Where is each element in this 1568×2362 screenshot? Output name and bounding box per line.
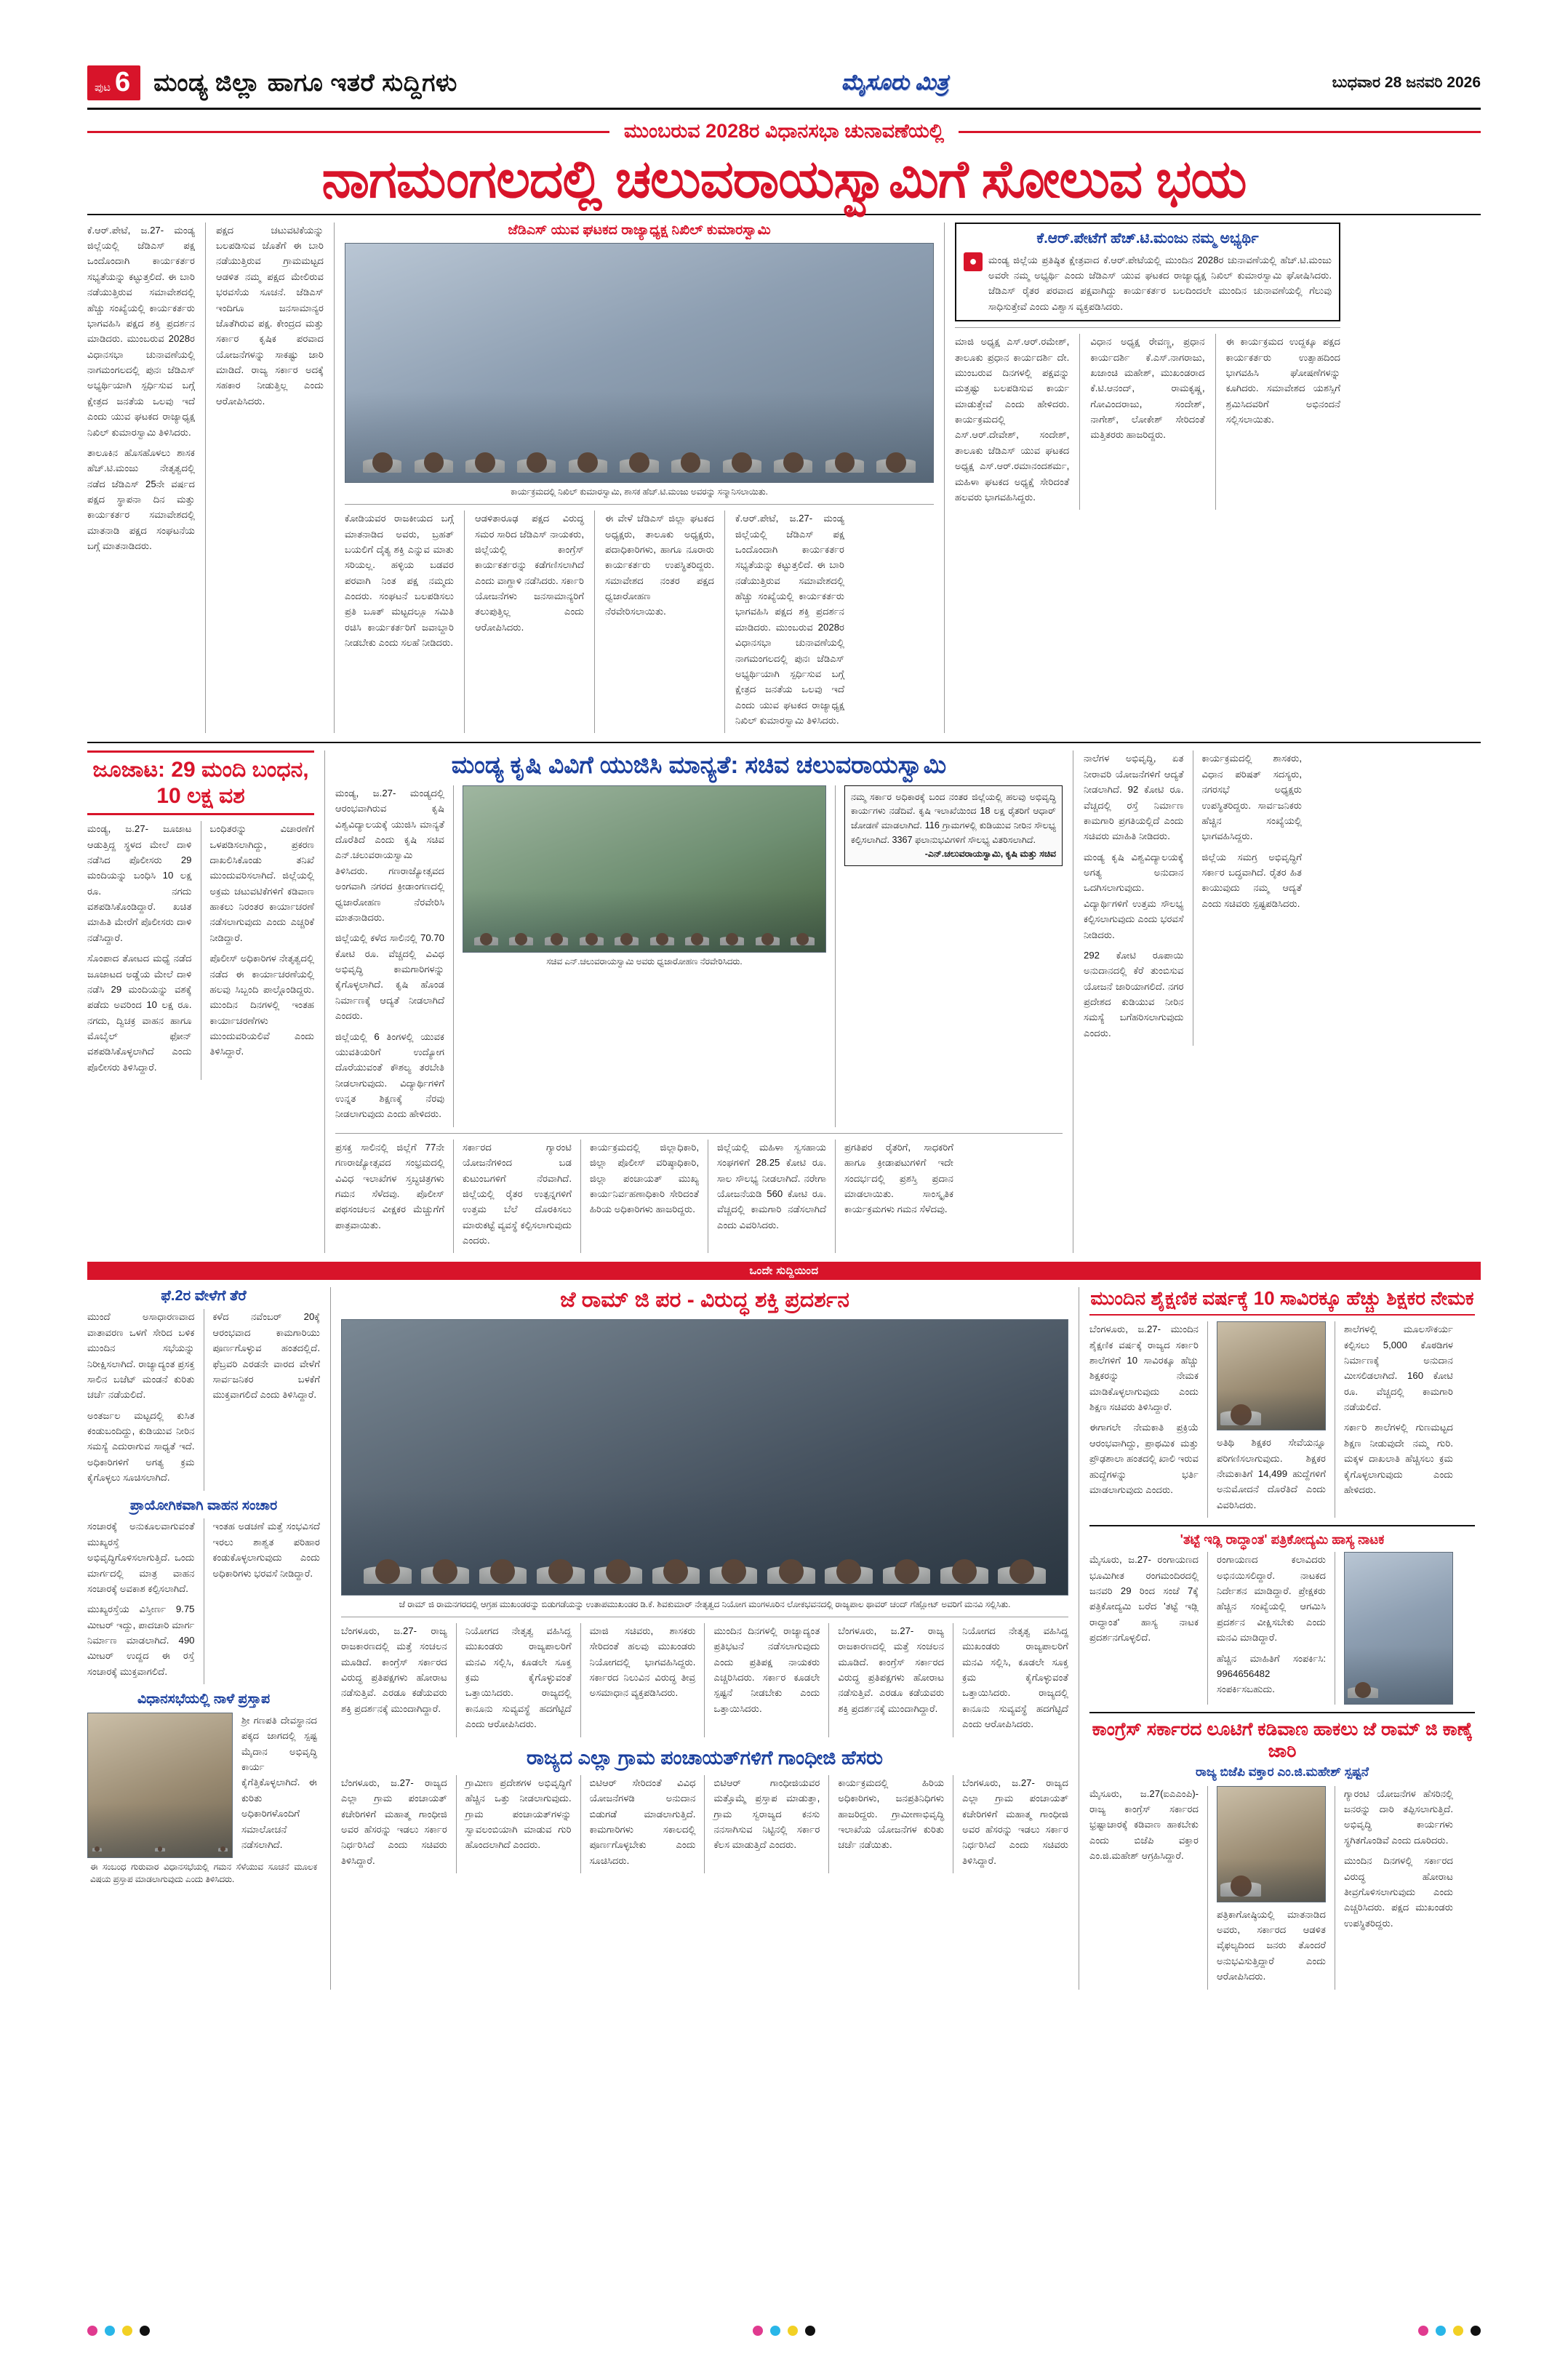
lead-photo-title: ಜೆಡಿಎಸ್ ಯುವ ಘಟಕದ ರಾಜ್ಯಾಧ್ಯಕ್ಷ ನಿಖಿಲ್ ಕುಮಾರಸ್ವಾಮಿ [508, 222, 771, 238]
panchayat-column-2 [465, 1775, 572, 1873]
krishi-title: ಮಂಡ್ಯ ಕೃಷಿ ವಿವಿಗೆ ಯುಜಿಸಿ ಮಾನ್ಯತೆ: ಸಚಿವ ಚಲುವರಾಯಸ್ವಾಮಿ [451, 751, 947, 779]
drama-title: 'ತಟ್ಟೆ ಇಡ್ಲಿ ರಾದ್ಧಾಂತ' ಪತ್ರಿಕೋದ್ಯಮಿ ಹಾಸ್ಯ ನಾಟಕ [1180, 1532, 1385, 1548]
column-divider [1207, 1552, 1208, 1705]
paragraph: ಬೆಂಗಳೂರು, ಜ.27- ಮುಂದಿನ ಶೈಕ್ಷಣಿಕ ವರ್ಷಕ್ಕೆ ರಾಜ್ಯದ ಸರ್ಕಾರಿ ಶಾಲೆಗಳಿಗೆ 10 ಸಾವಿರಕ್ಕೂ ಹೆಚ್ಚು ಶಿಕ್ಷಕರನ್ನು ನೇಮಕ ಮಾಡಿಕೊಳ್ಳಲಾಗುವುದು ಎಂದು ಶಿಕ್ಷಣ ಸಚಿವರು ತಿಳಿಸಿದ್ದಾರೆ. [1089, 1324, 1199, 1413]
krishi-bottom [335, 1140, 1063, 1254]
column-divider [205, 223, 206, 734]
reg-dot-black [140, 2326, 150, 2336]
story-gambling [87, 750, 314, 1253]
transport-column-1 [87, 1518, 195, 1684]
column-divider [580, 1140, 581, 1254]
gambling-title: ಜೂಜಾಟ: 29 ಮಂದಿ ಬಂಧನ, 10 ಲಕ್ಷ ವಶ [87, 750, 314, 815]
column-divider [453, 1140, 454, 1254]
panchayat-column-3 [590, 1775, 696, 1873]
paragraph: ನಿಯೋಗದ ನೇತೃತ್ವ ವಹಿಸಿದ್ದ ಮುಖಂಡರು ರಾಜ್ಯಪಾಲರಿಗೆ ಮನವಿ ಸಲ್ಲಿಸಿ, ಕೂಡಲೇ ಸೂಕ್ತ ಕ್ರಮ ಕೈಗೊಳ್ಳುವಂತೆ ಒತ್ತಾಯಿಸಿದರು. ರಾಜ್ಯದಲ್ಲಿ ಕಾನೂನು ಸುವ್ಯವಸ್ಥೆ ಹದಗೆಟ್ಟಿದೆ ಎಂದು ಆರೋಪಿಸಿದರು. [962, 1625, 1068, 1730]
paragraph: ಜಿಲ್ಲೆಯ ಸಮಗ್ರ ಅಭಿವೃದ್ಧಿಗೆ ಸರ್ಕಾರ ಬದ್ಧವಾಗಿದೆ. ರೈತರ ಹಿತ ಕಾಯುವುದು ನಮ್ಮ ಆದ್ಯತೆ ಎಂದು ಸಚಿವರು ಸ್ಪಷ್ಟಪಡಿಸಿದರು. [1201, 851, 1302, 909]
reg-dot-black [805, 2326, 815, 2336]
paragraph: ನಿಯೋಗದ ನೇತೃತ್ವ ವಹಿಸಿದ್ದ ಮುಖಂಡರು ರಾಜ್ಯಪಾಲರಿಗೆ ಮನವಿ ಸಲ್ಲಿಸಿ, ಕೂಡಲೇ ಸೂಕ್ತ ಕ್ರಮ ಕೈಗೊಳ್ಳುವಂತೆ ಒತ್ತಾಯಿಸಿದರು. ರಾಜ್ಯದಲ್ಲಿ ಕಾನೂನು ಸುವ್ಯವಸ್ಥೆ ಹದಗೆಟ್ಟಿದೆ ಎಂದು ಆರೋಪಿಸಿದರು. [465, 1625, 572, 1730]
photo-figures [92, 1762, 228, 1851]
paragraph: ಅತಿಥಿ ಶಿಕ್ಷಕರ ಸೇವೆಯನ್ನೂ ಪರಿಗಣಿಸಲಾಗುವುದು. ಶಿಕ್ಷಕರ ನೇಮಕಾತಿಗೆ 14,499 ಹುದ್ದೆಗಳಿಗೆ ಅನುಮೋದನೆ ದೊರೆತಿದೆ ಎಂದು ವಿವರಿಸಿದರು. [1217, 1437, 1326, 1510]
panchayat-column-6 [962, 1775, 1068, 1873]
paragraph: ಈ ವೇಳೆ ಜೆಡಿಎಸ್ ಜಿಲ್ಲಾ ಘಟಕದ ಅಧ್ಯಕ್ಷರು, ತಾಲೂಕು ಅಧ್ಯಕ್ಷರು, ಪದಾಧಿಕಾರಿಗಳು, ಹಾಗೂ ನೂರಾರು ಕಾರ್ಯಕರ್ತರು ಉಪಸ್ಥಿತರಿದ್ದರು. ಸಮಾವೇಶದ ನಂತರ ಪಕ್ಷದ ಧ್ವಜಾರೋಹಣ ನೆರವೇರಿಸಲಾಯಿತು. [605, 513, 714, 617]
paragraph: ಮುಂದೆ ಅಸಾಧಾರಣವಾದ ವಾತಾವರಣ ಒಳಗೆ ಸೇರಿದ ಬಳಿಕ ಮುಂದಿನ ಸಭೆಯನ್ನು ನಿರೀಕ್ಷಿಸಲಾಗಿದೆ. ರಾಜ್ಯಾದ್ಯಂತ ಪ್ರಸಕ್ತ ಸಾಲಿನ ಬಜೆಟ್ ಮಂಡನೆ ಕುರಿತು ಚರ್ಚೆ ನಡೆಯಲಿದೆ. [87, 1311, 195, 1401]
paragraph: ಮೈಸೂರು, ಜ.27(ಐಎಎಂಪಿ)- ರಾಜ್ಯ ಕಾಂಗ್ರೆಸ್ ಸರ್ಕಾರದ ಭ್ರಷ್ಟಾಚಾರಕ್ಕೆ ಕಡಿವಾಣ ಹಾಕಬೇಕು ಎಂದು ಬಿಜೆಪಿ ವಕ್ತಾರ ಎಂ.ಜಿ.ಮಹೇಶ್ ಆಗ್ರಹಿಸಿದ್ದಾರೆ. [1089, 1787, 1199, 1862]
panchayat-title: ರಾಜ್ಯದ ಎಲ್ಲಾ ಗ್ರಾಮ ಪಂಚಾಯತ್‌ಗಳಿಗೆ ಗಾಂಧೀಜಿ ಹೆಸರು [527, 1746, 883, 1769]
congress-columns [1089, 1786, 1475, 1990]
masthead [87, 65, 1481, 110]
paragraph: ಶ್ರೀ ಗಣಪತಿ ದೇವಸ್ಥಾನದ ಪಕ್ಕದ ಜಾಗದಲ್ಲಿ ಸ್ಪಷ್ಟ ಮೈದಾನ ಅಭಿವೃದ್ಧಿ ಕಾರ್ಯ ಕೈಗೆತ್ತಿಕೊಳ್ಳಲಾಗಿದೆ. ಈ ಕುರಿತು ಅಧಿಕಾರಿಗಳೊಂದಿಗೆ ಸಮಾಲೋಚನೆ ನಡೆಸಲಾಗಿದೆ. [241, 1714, 317, 1850]
paragraph: 292 ಕೋಟಿ ರೂಪಾಯಿ ಅನುದಾನದಲ್ಲಿ ಕೆರೆ ತುಂಬಿಸುವ ಯೋಜನೆ ಜಾರಿಯಾಗಲಿದೆ. ನಗರ ಪ್ರದೇಶದ ಕುಡಿಯುವ ನೀರಿನ ಸಮಸ್ಯೆ ಬಗೆಹರಿಸಲಾಗುವುದು ಎಂದರು. [1084, 949, 1184, 1038]
lead-block [87, 223, 1481, 734]
paragraph: ರಂಗಾಯಣದ ಕಲಾವಿದರು ಅಭಿನಯಿಸಲಿದ್ದಾರೆ. ನಾಟಕದ ನಿರ್ದೇಶನ ಮಾಡಿದ್ದಾರೆ. ಪ್ರೇಕ್ಷಕರು ಹೆಚ್ಚಿನ ಸಂಖ್ಯೆಯಲ್ಲಿ ಆಗಮಿಸಿ ಪ್ರದರ್ಶನ ವೀಕ್ಷಿಸಬೇಕು ಎಂದು ಮನವಿ ಮಾಡಿದ್ದಾರೆ. [1217, 1554, 1326, 1644]
column-divider [724, 511, 725, 733]
paragraph: ಸೊಂಪಾದ ತೋಟದ ಮಧ್ಯೆ ನಡೆದ ಜೂಜಾಟದ ಅಡ್ಡೆಯ ಮೇಲೆ ದಾಳಿ ನಡೆಸಿ 29 ಮಂದಿಯನ್ನು ವಶಕ್ಕೆ ಪಡೆದು ಅವರಿಂದ 10 ಲಕ್ಷ ರೂ. ನಗದು, ದ್ವಿಚಕ್ರ ವಾಹನ ಹಾಗೂ ಮೊಬೈಲ್ ಫೋನ್ ವಶಪಡಿಸಿಕೊಳ್ಳಲಾಗಿದೆ ಎಂದು ಪೊಲೀಸರು ತಿಳಿಸಿದ್ದಾರೆ. [87, 953, 192, 1073]
krishi-rule [335, 1133, 1063, 1134]
photo-figures [1220, 1825, 1321, 1897]
paragraph: ಮಂಡ್ಯ, ಜ.27- ಜೂಜಾಟ ಆಡುತ್ತಿದ್ದ ಸ್ಥಳದ ಮೇಲೆ ದಾಳಿ ನಡೆಸಿದ ಪೊಲೀಸರು 29 ಮಂದಿಯನ್ನು ಬಂಧಿಸಿ 10 ಲಕ್ಷ ರೂ. ನಗದು ವಶಪಡಿಸಿಕೊಂಡಿದ್ದಾರೆ. ಖಚಿತ ಮಾಹಿತಿ ಮೇರೆಗೆ ಪೊಲೀಸರು ದಾಳಿ ನಡೆಸಿದ್ದಾರೆ. [87, 823, 192, 943]
lead-column-4 [475, 511, 584, 733]
paragraph: ಅಂತರ್ಜಲ ಮಟ್ಟದಲ್ಲಿ ಕುಸಿತ ಕಂಡುಬಂದಿದ್ದು, ಕುಡಿಯುವ ನೀರಿನ ಸಮಸ್ಯೆ ಎದುರಾಗುವ ಸಾಧ್ಯತೆ ಇದೆ. ಅಧಿಕಾರಿಗಳಿಗೆ ಅಗತ್ಯ ಕ್ರಮ ಕೈಗೊಳ್ಳಲು ಸೂಚಿಸಲಾಗಿದೆ. [87, 1409, 195, 1484]
quote-text: ನಮ್ಮ ಸರ್ಕಾರ ಅಧಿಕಾರಕ್ಕೆ ಬಂದ ನಂತರ ಜಿಲ್ಲೆಯಲ್ಲಿ ಹಲವು ಅಭಿವೃದ್ಧಿ ಕಾರ್ಯಗಳು ನಡೆದಿವೆ. ಕೃಷಿ ಇಲಾಖೆಯಿಂದ 18 ಲಕ್ಷ ರೈತರಿಗೆ ಆಧಾರ್ ಜೋಡಣೆ ಮಾಡಲಾಗಿದೆ. 116 ಗ್ರಾಮಗಳಲ್ಲಿ ಕುಡಿಯುವ ನೀರಿನ ಸೌಲಭ್ಯ ಕಲ್ಪಿಸಲಾಗಿದೆ. 3367 ಫಲಾನುಭವಿಗಳಿಗೆ ಸೌಲಭ್ಯ ವಿತರಿಸಲಾಗಿದೆ. [851, 791, 1056, 845]
photo-figures [364, 1413, 1046, 1583]
paragraph: ಬೆಂಗಳೂರು, ಜ.27- ರಾಜ್ಯದ ಎಲ್ಲಾ ಗ್ರಾಮ ಪಂಚಾಯತ್ ಕಚೇರಿಗಳಿಗೆ ಮಹಾತ್ಮ ಗಾಂಧೀಜಿ ಅವರ ಹೆಸರನ್ನು ಇಡಲು ಸರ್ಕಾರ ನಿರ್ಧರಿಸಿದೆ ಎಂದು ಸಚಿವರು ತಿಳಿಸಿದ್ದಾರೆ. [341, 1777, 447, 1866]
teachers-columns [1089, 1321, 1475, 1518]
drama-column-2 [1217, 1552, 1326, 1705]
column-divider [828, 1775, 829, 1873]
column-divider [1207, 1786, 1208, 1990]
quote-attribution: -ಎನ್.ಚಲುವರಾಯಸ್ವಾಮಿ, ಕೃಷಿ ಮತ್ತು ಸಚಿವ [924, 849, 1056, 860]
teachers-title: ಮುಂದಿನ ಶೈಕ್ಷಣಿಕ ವರ್ಷಕ್ಕೆ 10 ಸಾವಿರಕ್ಕೂ ಹೆಚ್ಚು ಶಿಕ್ಷಕರ ನೇಮಕ [1089, 1287, 1475, 1316]
paragraph: ಬಂಧಿತರನ್ನು ವಿಚಾರಣೆಗೆ ಒಳಪಡಿಸಲಾಗಿದ್ದು, ಪ್ರಕರಣ ದಾಖಲಿಸಿಕೊಂಡು ತನಿಖೆ ಮುಂದುವರಿಸಲಾಗಿದೆ. ಜಿಲ್ಲೆಯಲ್ಲಿ ಅಕ್ರಮ ಚಟುವಟಿಕೆಗಳಿಗೆ ಕಡಿವಾಣ ಹಾಕಲು ನಿರಂತರ ಕಾರ್ಯಾಚರಣೆ ನಡೆಸಲಾಗುವುದು ಎಂದು ಎಚ್ಚರಿಕೆ ನೀಡಿದ್ದಾರೆ. [209, 823, 314, 943]
lead-photo [345, 243, 934, 483]
boxed-story-title: ಕೆ.ಆರ್.ಪೇಟೆಗೆ ಹೆಚ್.ಟಿ.ಮಂಜು ನಮ್ಮ ಅಭ್ಯರ್ಥಿ [1036, 230, 1259, 247]
paragraph: ಪಕ್ಷದ ಚಟುವಟಿಕೆಯನ್ನು ಬಲಪಡಿಸುವ ಜೊತೆಗೆ ಈ ಬಾರಿ ನಡೆಯುತ್ತಿರುವ ಗ್ರಾಮಮಟ್ಟದ ಆಡಳಿತ ನಮ್ಮ ಪಕ್ಷದ ಮೇಲಿರುವ ಭರವಸೆಯ ಸೂಚನೆ. ಜೆಡಿಎಸ್ ಇಂದಿಗೂ ಜನಸಾಮಾನ್ಯರ ಜೊತೆಗಿರುವ ಪಕ್ಷ. ಕೇಂದ್ರದ ಮತ್ತು ಸರ್ಕಾರ ಕೃಷಿಕ ಪರವಾದ ಯೋಜನೆಗಳನ್ನು ಸಾಕಷ್ಟು ಜಾರಿ ಮಾಡಿದೆ. ರಾಜ್ಯ ಸರ್ಕಾರ ಅದಕ್ಕೆ ಸಹಕಾರ ನೀಡುತ್ತಿಲ್ಲ ಎಂದು ಆರೋಪಿಸಿದರು. [216, 224, 324, 407]
panchayat-columns [341, 1775, 1068, 1873]
boxed-lead-text: ಮಂಡ್ಯ ಜಿಲ್ಲೆಯ ಪ್ರತಿಷ್ಠಿತ ಕ್ಷೇತ್ರವಾದ ಕೆ.ಆರ್.ಪೇಟೆಯಲ್ಲಿ ಮುಂದಿನ 2028ರ ಚುನಾವಣೆಯಲ್ಲಿ ಹೆಚ್.ಟಿ.ಮಂಜು ಅವರೇ ನಮ್ಮ ಅಭ್ಯರ್ಥಿ ಎಂದು ಜೆಡಿಎಸ್ ಯುವ ಘಟಕದ ರಾಜ್ಯಾಧ್ಯಕ್ಷ ನಿಖಿಲ್ ಕುಮಾರಸ್ವಾಮಿ ಘೋಷಿಸಿದರು. ಜೆಡಿಎಸ್ ರೈತರ ಪರವಾದ ಪಕ್ಷವಾಗಿದ್ದು ಕಾರ್ಯಕರ್ತರ ಬಲದಿಂದಲೇ ಮುಂದಿನ ಚುನಾವಣೆಯಲ್ಲಿ ಗೆಲುವು ಸಾಧಿಸುತ್ತೇವೆ ಎಂದು ವಿಶ್ವಾಸ ವ್ಯಕ್ತಪಡಿಸಿದರು. [988, 254, 1332, 312]
photo-figures [474, 843, 815, 945]
jayaram-column-5 [838, 1623, 944, 1737]
paragraph: ಪ್ರಸಕ್ತ ಸಾಲಿನಲ್ಲಿ ಜಿಲ್ಲೆಗೆ 77ನೇ ಗಣರಾಜ್ಯೋತ್ಸವದ ಸಂಭ್ರಮದಲ್ಲಿ ವಿವಿಧ ಇಲಾಖೆಗಳ ಸ್ತಬ್ಧಚಿತ್ರಗಳು ಗಮನ ಸೆಳೆದವು. ಪೊಲೀಸ್ ಪಥಸಂಚಲನ ವೀಕ್ಷಕರ ಮೆಚ್ಚುಗೆಗೆ ಪಾತ್ರವಾಯಿತು. [335, 1141, 444, 1230]
column-divider [594, 511, 595, 733]
kicker-rule-right [959, 131, 1481, 133]
gambling-column-1 [87, 821, 192, 1080]
lead-column-2 [216, 223, 324, 734]
boxed-story-lead [964, 252, 1332, 315]
drama-photo [1344, 1552, 1453, 1705]
teachers-column-1 [1089, 1321, 1199, 1518]
reg-dot-cyan [105, 2326, 115, 2336]
reg-dot-yellow [122, 2326, 132, 2336]
column-divider [456, 1623, 457, 1737]
paragraph: ಕಳೆದ ನವೆಂಬರ್ 20ಕ್ಕೆ ಆರಂಭವಾದ ಕಾಮಗಾರಿಯು ಪೂರ್ಣಗೊಳ್ಳುವ ಹಂತದಲ್ಲಿದೆ. ಫೆಬ್ರವರಿ ಎರಡನೇ ವಾರದ ವೇಳೆಗೆ ಸಾರ್ವಜನಿಕರ ಬಳಕೆಗೆ ಮುಕ್ತವಾಗಲಿದೆ ಎಂದು ತಿಳಿಸಿದ್ದಾರೆ. [212, 1311, 320, 1401]
reg-group-center [753, 2326, 815, 2336]
reg-dot-cyan [770, 2326, 780, 2336]
jayaram-photo [341, 1319, 1068, 1596]
story-krishi [335, 750, 1063, 1253]
krishi-quote-wrap [844, 785, 1063, 1127]
paragraph: ಕಾರ್ಯಕ್ರಮದಲ್ಲಿ ಜಿಲ್ಲಾಧಿಕಾರಿ, ಜಿಲ್ಲಾ ಪೊಲೀಸ್ ವರಿಷ್ಠಾಧಿಕಾರಿ, ಜಿಲ್ಲಾ ಪಂಚಾಯತ್ ಮುಖ್ಯ ಕಾರ್ಯನಿರ್ವಹಣಾಧಿಕಾರಿ ಸೇರಿದಂತೆ ಹಿರಿಯ ಅಧಿಕಾರಿಗಳು ಹಾಜರಿದ್ದರು. [590, 1141, 699, 1215]
paragraph: ಮುಂದಿನ ದಿನಗಳಲ್ಲಿ ರಾಜ್ಯಾದ್ಯಂತ ಪ್ರತಿಭಟನೆ ನಡೆಸಲಾಗುವುದು ಎಂದು ಪ್ರತಿಪಕ್ಷ ನಾಯಕರು ಎಚ್ಚರಿಸಿದರು. ಸರ್ಕಾರ ಕೂಡಲೇ ಸ್ಪಷ್ಟನೆ ನೀಡಬೇಕು ಎಂದು ಒತ್ತಾಯಿಸಿದರು. [713, 1625, 820, 1714]
photo-figures [363, 325, 916, 473]
gambling-columns [87, 821, 314, 1080]
paragraph: ಮೈಸೂರು, ಜ.27- ರಂಗಾಯಣದ ಭೂಮಿಗೀತ ರಂಗಮಂದಿರದಲ್ಲಿ ಜನವರಿ 29 ರಿಂದ ಸಂಜೆ 7ಕ್ಕೆ ಪತ್ರಿಕೋದ್ಯಮಿ ಬರೆದ 'ತಟ್ಟೆ ಇಡ್ಲಿ ರಾದ್ಧಾಂತ' ಹಾಸ್ಯ ನಾಟಕ ಪ್ರದರ್ಶನಗೊಳ್ಳಲಿದೆ. [1089, 1554, 1199, 1644]
drama-photo-wrap [1344, 1552, 1453, 1705]
paragraph: ಬೆಂಗಳೂರು, ಜ.27- ರಾಜ್ಯ ರಾಜಕಾರಣದಲ್ಲಿ ಮತ್ತೆ ಸಂಚಲನ ಮೂಡಿದೆ. ಕಾಂಗ್ರೆಸ್ ಸರ್ಕಾರದ ವಿರುದ್ಧ ಪ್ರತಿಪಕ್ಷಗಳು ಹೋರಾಟ ನಡೆಸುತ್ತಿವೆ. ಎರಡೂ ಕಡೆಯವರು ಶಕ್ತಿ ಪ್ರದರ್ಶನಕ್ಕೆ ಮುಂದಾಗಿದ್ದಾರೆ. [838, 1625, 945, 1714]
boxed-rule [955, 327, 1340, 328]
column-divider [835, 1140, 836, 1254]
congress-title: ಕಾಂಗ್ರೆಸ್ ಸರ್ಕಾರದ ಲೂಟಿಗೆ ಕಡಿವಾಣ ಹಾಕಲು ಜೆ ರಾಮ್ ಜಿ ಕಾಣ್ಕೆ ಜಾರಿ [1092, 1719, 1473, 1761]
column-divider [324, 750, 325, 1253]
reg-dot-yellow [788, 2326, 798, 2336]
krishi-top [335, 785, 1063, 1127]
column-divider [580, 1623, 581, 1737]
paragraph: ಬಿಟಿಆರ್ ಸೇರಿದಂತೆ ವಿವಿಧ ಯೋಜನೆಗಳಡಿ ಅನುದಾನ ಬಿಡುಗಡೆ ಮಾಡಲಾಗುತ್ತಿದೆ. ಕಾಮಗಾರಿಗಳು ಸಕಾಲದಲ್ಲಿ ಪೂರ್ಣಗೊಳ್ಳಬೇಕು ಎಂದು ಸೂಚಿಸಿದರು. [589, 1777, 696, 1866]
column-divider [456, 1775, 457, 1873]
krishi-column-1 [335, 785, 444, 1127]
assembly-photo-wrap [87, 1713, 233, 1858]
paragraph: ಗ್ರಾಮೀಣ ಪ್ರದೇಶಗಳ ಅಭಿವೃದ್ಧಿಗೆ ಹೆಚ್ಚಿನ ಒತ್ತು ನೀಡಲಾಗುವುದು. ಗ್ರಾಮ ಪಂಚಾಯತ್‌ಗಳನ್ನು ಸ್ವಾವಲಂಬಿಯಾಗಿ ಮಾಡುವ ಗುರಿ ಹೊಂದಲಾಗಿದೆ ಎಂದರು. [465, 1777, 572, 1851]
paragraph: ನಾಲೆಗಳ ಅಭಿವೃದ್ಧಿ, ಏತ ನೀರಾವರಿ ಯೋಜನೆಗಳಿಗೆ ಆದ್ಯತೆ ನೀಡಲಾಗಿದೆ. 92 ಕೋಟಿ ರೂ. ವೆಚ್ಚದಲ್ಲಿ ರಸ್ತೆ ನಿರ್ಮಾಣ ಕಾಮಗಾರಿ ಪ್ರಗತಿಯಲ್ಲಿದೆ ಎಂದು ಸಚಿವರು ಮಾಹಿತಿ ನೀಡಿದರು. [1084, 753, 1184, 842]
lead-kicker: ಮುಂಬರುವ 2028ರ ವಿಧಾನಸಭಾ ಚುನಾವಣೆಯಲ್ಲಿ [623, 120, 945, 142]
krishi-column-2 [335, 1140, 444, 1254]
jayaram-columns [341, 1623, 1068, 1737]
paragraph: ಮಾಜಿ ಅಧ್ಯಕ್ಷ ಎಸ್.ಆರ್.ರಮೇಶ್, ತಾಲೂಕು ಪ್ರಧಾನ ಕಾರ್ಯದರ್ಶಿ ದೇ. ಮುಂಬರುವ ದಿನಗಳಲ್ಲಿ ಪಕ್ಷವನ್ನು ಮತ್ತಷ್ಟು ಬಲಪಡಿಸುವ ಕಾರ್ಯ ಮಾಡುತ್ತೇವೆ ಎಂದು ಹೇಳಿದರು. ಕಾರ್ಯಕ್ರಮದಲ್ಲಿ ಎಸ್.ಆರ್.ದೇವೇಶ್, ಸಂದೇಶ್, ತಾಲೂಕು ಜೆಡಿಎಸ್ ಯುವ ಘಟಕದ ಅಧ್ಯಕ್ಷ ಎಸ್.ಆರ್.ರಮಾನಂದಶರ್ಮ, ಮಹಿಳಾ ಘಟಕದ ಅಧ್ಯಕ್ಷೆ ಸೇರಿದಂತೆ ಹಲವರು ಭಾಗವಹಿಸಿದ್ದರು. [955, 336, 1070, 503]
fee-title: ಫೆ.2ರ ವೇಳೆಗೆ ತೆರೆ [161, 1288, 247, 1305]
teachers-column-2 [1217, 1321, 1326, 1518]
reg-group-left [87, 2326, 150, 2336]
lead-column-5 [605, 511, 714, 733]
paragraph: ಮಾಜಿ ಸಚಿವರು, ಶಾಸಕರು ಸೇರಿದಂತೆ ಹಲವು ಮುಖಂಡರು ನಿಯೋಗದಲ್ಲಿ ಭಾಗವಹಿಸಿದ್ದರು. ಸರ್ಕಾರದ ನಿಲುವಿನ ವಿರುದ್ಧ ತೀವ್ರ ಅಸಮಾಧಾನ ವ್ಯಕ್ತಪಡಿಸಿದರು. [589, 1625, 696, 1699]
paragraph: ತಾಲೂಕಿನ ಹೊಸಹೊಳಲು ಶಾಸಕ ಹೆಚ್.ಟಿ.ಮಂಜು ನೇತೃತ್ವದಲ್ಲಿ ನಡೆದ ಜೆಡಿಎಸ್ 25ನೇ ವರ್ಷದ ಪಕ್ಷದ ಸ್ಥಾಪನಾ ದಿನ ಮತ್ತು ಕಾರ್ಯಕರ್ತರ ಸಮಾವೇಶದಲ್ಲಿ ಮಾತನಾಡಿ ಪಕ್ಷದ ಸಂಘಟನೆಯ ಬಗ್ಗೆ ಮಾತನಾಡಿದರು. [87, 447, 195, 552]
paragraph: ಹೆಚ್ಚಿನ ಮಾಹಿತಿಗೆ ಸಂಪರ್ಕಿಸಿ: 9964656482 ಸಂಪರ್ಕಿಸಬಹುದು. [1217, 1652, 1326, 1695]
krishi-extra [1084, 750, 1302, 1253]
caption-rule [345, 504, 934, 505]
drama-column-1 [1089, 1552, 1199, 1705]
column-divider [580, 1775, 581, 1873]
headline-rule [87, 214, 1481, 215]
publication-logo: ಮೈಸೂರು ಮಿತ್ರ [841, 71, 948, 95]
panchayat-column-4 [713, 1775, 820, 1873]
right-rule-1 [1089, 1525, 1475, 1526]
congress-subtitle: ರಾಜ್ಯ ಬಿಜೆಪಿ ವಕ್ತಾರ ಎಂ.ಜಿ.ಮಹೇಶ್ ಸ್ಪಷ್ಟನೆ [1196, 1765, 1369, 1779]
column-divider [835, 785, 836, 1127]
fee-columns [87, 1309, 320, 1490]
middle-block [87, 750, 1481, 1253]
paragraph: ಸರ್ಕಾರದ ಗ್ಯಾರಂಟಿ ಯೋಜನೆಗಳಿಂದ ಬಡ ಕುಟುಂಬಗಳಿಗೆ ನೆರವಾಗಿದೆ. ಜಿಲ್ಲೆಯಲ್ಲಿ ರೈತರ ಉತ್ಪನ್ನಗಳಿಗೆ ಉತ್ತಮ ಬೆಲೆ ದೊರಕಿಸಲು ಮಾರುಕಟ್ಟೆ ವ್ಯವಸ್ಥೆ ಕಲ್ಪಿಸಲಾಗುವುದು ಎಂದರು. [463, 1141, 572, 1246]
krishi-extra-column-1 [1084, 750, 1184, 1046]
fee-column-1 [87, 1309, 195, 1490]
lead-kicker-row [87, 120, 1481, 143]
assembly-photo [87, 1713, 233, 1858]
paragraph: ಮಂಡ್ಯ ಕೃಷಿ ವಿಶ್ವವಿದ್ಯಾಲಯಕ್ಕೆ ಅಗತ್ಯ ಅನುದಾನ ಒದಗಿಸಲಾಗುವುದು. ವಿದ್ಯಾರ್ಥಿಗಳಿಗೆ ಉತ್ತಮ ಸೌಲಭ್ಯ ಕಲ್ಪಿಸಲಾಗುವುದು ಎಂದು ಭರವಸೆ ನೀಡಿದರು. [1084, 851, 1184, 940]
lead-lower-columns [345, 511, 934, 733]
jayaram-title: ಜೆ ರಾಮ್ ಜಿ ಪರ - ವಿರುದ್ಧ ಶಕ್ತಿ ಪ್ರದರ್ಶನ [560, 1288, 849, 1313]
congress-column-2 [1217, 1786, 1326, 1990]
boxed-column-1 [955, 334, 1069, 510]
transport-title: ಪ್ರಾಯೋಗಿಕವಾಗಿ ವಾಹನ ಸಂಚಾರ [129, 1497, 278, 1513]
boxed-story [955, 223, 1340, 734]
section-band: ಒಂದೇ ಸುದ್ದಿಯಿಂದ [87, 1262, 1481, 1280]
page-label: ಪುಟ [95, 81, 111, 94]
lower-left [87, 1287, 320, 1989]
gambling-column-2 [210, 821, 315, 1080]
panchayat-column-5 [838, 1775, 944, 1873]
column-divider [944, 223, 945, 734]
section-rule-1 [87, 742, 1481, 743]
paragraph: ಜಿಲ್ಲೆಯಲ್ಲಿ ಕಳೆದ ಸಾಲಿನಲ್ಲಿ 70.70 ಕೋಟಿ ರೂ. ವೆಚ್ಚದಲ್ಲಿ ವಿವಿಧ ಅಭಿವೃದ್ಧಿ ಕಾಮಗಾರಿಗಳನ್ನು ಕೈಗೊಳ್ಳಲಾಗಿದೆ. ಕೃಷಿ ಹೊಂಡ ನಿರ್ಮಾಣಕ್ಕೆ ಆದ್ಯತೆ ನೀಡಲಾಗಿದೆ ಎಂದರು. [335, 932, 444, 1022]
paragraph: ಸಂಚಾರಕ್ಕೆ ಅನುಕೂಲವಾಗುವಂತೆ ಮುಖ್ಯರಸ್ತೆ ಅಭಿವೃದ್ಧಿಗೊಳಿಸಲಾಗುತ್ತಿದೆ. ಒಂದು ಮಾರ್ಗದಲ್ಲಿ ಮಾತ್ರ ವಾಹನ ಸಂಚಾರಕ್ಕೆ ಅವಕಾಶ ಕಲ್ಪಿಸಲಾಗಿದೆ. [87, 1521, 195, 1594]
reg-group-right [1418, 2326, 1481, 2336]
assembly-row [87, 1713, 320, 1858]
jayaram-photo-caption: ಜೆ ರಾಮ್ ಜಿ ರಾಮನಗರದಲ್ಲಿ ಆಗ್ರಹ ಮುಖಂಡರನ್ನು ಬಿಡುಗಡೆಯನ್ನು ಉತಾಪಮುಖಂಡರ ಡಿ.ಕೆ. ಶಿವಕುಮಾರ್ ನೇತೃತ್ವದ ನಿಯೋಗ ಮಂಗಳೂರಿನ ಲೋಕಭವನದಲ್ಲಿ ರಾಜ್ಯಪಾಲ ಥಾವರ್ ಚಂದ್ ಗೆಹ್ಲೋಟ್ ಅವರಿಗೆ ಮನವಿ ಸಲ್ಲಿಸಿತು. [399, 1598, 1011, 1609]
page-badge [87, 65, 140, 100]
paragraph: ಇಂತಹ ಅಡಚಣೆ ಮತ್ತೆ ಸಂಭವಿಸದೆ ಇರಲು ಶಾಶ್ವತ ಪರಿಹಾರ ಕಂಡುಕೊಳ್ಳಲಾಗುವುದು ಎಂದು ಅಧಿಕಾರಿಗಳು ಭರವಸೆ ನೀಡಿದ್ದಾರೆ. [212, 1521, 320, 1579]
photo-figures [1348, 1604, 1449, 1698]
lead-column-6 [735, 511, 844, 733]
paragraph: ಈಗಾಗಲೇ ನೇಮಕಾತಿ ಪ್ರಕ್ರಿಯೆ ಆರಂಭವಾಗಿದ್ದು, ಪ್ರಾಥಮಿಕ ಮತ್ತು ಪ್ರೌಢಶಾಲಾ ಹಂತದಲ್ಲಿ ಖಾಲಿ ಇರುವ ಹುದ್ದೆಗಳನ್ನು ಭರ್ತಿ ಮಾಡಲಾಗುವುದು ಎಂದರು. [1089, 1422, 1199, 1495]
paragraph: ಬಿಟಿಆರ್ ಗಾಂಧೀಜಿಯವರ ಮತ್ತೊಮ್ಮೆ ಪ್ರಸ್ತಾಪ ಮಾಡುತ್ತಾ, ಗ್ರಾಮ ಸ್ವರಾಜ್ಯದ ಕನಸು ನನಸಾಗಿಸುವ ನಿಟ್ಟಿನಲ್ಲಿ ಸರ್ಕಾರ ಕೆಲಸ ಮಾಡುತ್ತಿದೆ ಎಂದರು. [713, 1777, 820, 1851]
congress-column-2-text [1217, 1907, 1326, 1985]
lead-photo-caption: ಕಾರ್ಯಕ್ರಮದಲ್ಲಿ ನಿಖಿಲ್ ಕುಮಾರಸ್ವಾಮಿ, ಶಾಸಕ ಹೆಚ್.ಟಿ.ಮಂಜು ಅವರನ್ನು ಸನ್ಮಾನಿಸಲಾಯಿತು. [511, 487, 768, 497]
jayaram-column-4 [713, 1623, 820, 1737]
boxed-column-3 [1226, 334, 1340, 510]
transport-columns [87, 1518, 320, 1684]
paragraph: ಕೆ.ಆರ್.ಪೇಟೆ, ಜ.27- ಮಂಡ್ಯ ಜಿಲ್ಲೆಯಲ್ಲಿ ಜೆಡಿಎಸ್ ಪಕ್ಷ ಒಂದೊಂದಾಗಿ ಕಾರ್ಯಕರ್ತರ ಸಭ್ಯತೆಯನ್ನು ಕಟ್ಟುತ್ತಲಿದೆ. ಈ ಬಾರಿ ನಡೆಯುತ್ತಿರುವ ಸಮಾವೇಶದಲ್ಲಿ ಹೆಚ್ಚು ಸಂಖ್ಯೆಯಲ್ಲಿ ಕಾರ್ಯಕರ್ತರು ಭಾಗವಹಿಸಿ ಪಕ್ಷದ ಶಕ್ತಿ ಪ್ರದರ್ಶನ ಮಾಡಿದರು. ಮುಂಬರುವ 2028ರ ವಿಧಾನಸಭಾ ಚುನಾವಣೆಯಲ್ಲಿ ನಾಗಮಂಗಲದಲ್ಲಿ ಪುನಃ ಜೆಡಿಎಸ್ ಅಭ್ಯರ್ಥಿಯಾಗಿ ಸ್ಪರ್ಧಿಸುವ ಬಗ್ಗೆ ಕ್ಷೇತ್ರದ ಜನತೆಯ ಒಲವು ಇದೆ ಎಂದು ಯುವ ಘಟಕದ ರಾಜ್ಯಾಧ್ಯಕ್ಷ ನಿಖಿಲ್ ಕುಮಾರಸ್ವಾಮಿ ತಿಳಿಸಿದರು. [87, 224, 195, 438]
fee-column-2 [213, 1309, 321, 1490]
reg-dot-magenta [87, 2326, 97, 2336]
paragraph: ಮಂಡ್ಯ, ಜ.27- ಮಂಡ್ಯದಲ್ಲಿ ಆರಂಭವಾಗಿರುವ ಕೃಷಿ ವಿಶ್ವವಿದ್ಯಾಲಯಕ್ಕೆ ಯುಜಿಸಿ ಮಾನ್ಯತೆ ದೊರೆತಿದೆ ಎಂದು ಕೃಷಿ ಸಚಿವ ಎನ್.ಚಲುವರಾಯಸ್ವಾಮಿ ತಿಳಿಸಿದರು. ಗಣರಾಜ್ಯೋತ್ಸವದ ಅಂಗವಾಗಿ ನಗರದ ಕ್ರೀಡಾಂಗಣದಲ್ಲಿ ಧ್ವಜಾರೋಹಣ ನೆರವೇರಿಸಿ ಮಾತನಾಡಿದರು. [335, 787, 444, 923]
reg-dot-yellow [1453, 2326, 1463, 2336]
krishi-extra-column-2 [1202, 750, 1303, 1046]
paragraph: ಗ್ಯಾರಂಟಿ ಯೋಜನೆಗಳ ಹೆಸರಿನಲ್ಲಿ ಜನರನ್ನು ದಾರಿ ತಪ್ಪಿಸಲಾಗುತ್ತಿದೆ. ಅಭಿವೃದ್ಧಿ ಕಾರ್ಯಗಳು ಸ್ಥಗಿತಗೊಂಡಿವೆ ಎಂದು ದೂರಿದರು. [1344, 1787, 1453, 1846]
jayaram-column-3 [590, 1623, 696, 1737]
paragraph: ಸರ್ಕಾರಿ ಶಾಲೆಗಳಲ್ಲಿ ಗುಣಮಟ್ಟದ ಶಿಕ್ಷಣ ನೀಡುವುದೇ ನಮ್ಮ ಗುರಿ. ಮಕ್ಕಳ ದಾಖಲಾತಿ ಹೆಚ್ಚಿಸಲು ಕ್ರಮ ಕೈಗೊಳ್ಳಲಾಗುವುದು ಎಂದು ಹೇಳಿದರು. [1344, 1422, 1453, 1495]
column-divider [828, 1623, 829, 1737]
congress-column-1 [1089, 1786, 1199, 1990]
column-divider [1207, 1321, 1208, 1518]
paragraph: ಬೆಂಗಳೂರು, ಜ.27- ರಾಜ್ಯದ ಎಲ್ಲಾ ಗ್ರಾಮ ಪಂಚಾಯತ್ ಕಚೇರಿಗಳಿಗೆ ಮಹಾತ್ಮ ಗಾಂಧೀಜಿ ಅವರ ಹೆಸರನ್ನು ಇಡಲು ಸರ್ಕಾರ ನಿರ್ಧರಿಸಿದೆ ಎಂದು ಸಚಿವರು ತಿಳಿಸಿದ್ದಾರೆ. [962, 1777, 1068, 1866]
assembly-caption: ಈ ಸಂಬಂಧ ಗುರುವಾರ ವಿಧಾನಸಭೆಯಲ್ಲಿ ಗಮನ ಸೆಳೆಯುವ ಸೂಚನೆ ಮೂಲಕ ವಿಷಯ ಪ್ರಸ್ತಾಪ ಮಾಡಲಾಗುವುದು ಎಂದು ತಿಳಿಸಿದರು. [90, 1861, 317, 1885]
lead-column-1 [87, 223, 195, 734]
paragraph: ವಿಧಾನ ಅಧ್ಯಕ್ಷ ರೇವಣ್ಣ, ಪ್ರಧಾನ ಕಾರ್ಯದರ್ಶಿ ಕೆ.ಎಸ್.ನಾಗರಾಜು, ಖಜಾಂಚಿ ಮಹೇಶ್, ಮುಖಂಡರಾದ ಕೆ.ಟಿ.ಆನಂದ್, ರಾಮಕೃಷ್ಣ, ಗೋವಿಂದರಾಜು, ಸಂದೇಶ್, ನಾಗೇಶ್, ಲೋಕೇಶ್ ಸೇರಿದಂತೆ ಮತ್ತಿತರರು ಹಾಜರಿದ್ದರು. [1090, 336, 1205, 441]
paragraph: ಪತ್ರಿಕಾಗೋಷ್ಠಿಯಲ್ಲಿ ಮಾತನಾಡಿದ ಅವರು, ಸರ್ಕಾರದ ಆಡಳಿತ ವೈಫಲ್ಯದಿಂದ ಜನರು ತೊಂದರೆ ಅನುಭವಿಸುತ್ತಿದ್ದಾರೆ ಎಂದು ಆರೋಪಿಸಿದರು. [1217, 1908, 1326, 1982]
lead-headline: ನಾಗಮಂಗಲದಲ್ಲಿ ಚಲುವರಾಯಸ್ವಾಮಿಗೆ ಸೋಲುವ ಭಯ [321, 151, 1247, 209]
reg-dot-magenta [1418, 2326, 1428, 2336]
krishi-photo-wrap [463, 785, 826, 1127]
column-divider [330, 1287, 331, 1989]
paragraph: ಈ ಕಾರ್ಯಕ್ರಮದ ಉದ್ದಕ್ಕೂ ಪಕ್ಷದ ಕಾರ್ಯಕರ್ತರು ಉತ್ಸಾಹದಿಂದ ಭಾಗವಹಿಸಿ ಘೋಷಣೆಗಳನ್ನು ಕೂಗಿದರು. ಸಮಾವೇಶದ ಯಶಸ್ಸಿಗೆ ಶ್ರಮಿಸಿದವರಿಗೆ ಅಭಿನಂದನೆ ಸಲ್ಲಿಸಲಾಯಿತು. [1225, 336, 1340, 425]
paragraph: ಕಾರ್ಯಕ್ರಮದಲ್ಲಿ ಶಾಸಕರು, ವಿಧಾನ ಪರಿಷತ್ ಸದಸ್ಯರು, ನಗರಸಭೆ ಅಧ್ಯಕ್ಷರು ಉಪಸ್ಥಿತರಿದ್ದರು. ಸಾರ್ವಜನಿಕರು ಹೆಚ್ಚಿನ ಸಂಖ್ಯೆಯಲ್ಲಿ ಭಾಗವಹಿಸಿದ್ದರು. [1201, 753, 1302, 842]
paragraph: ಮುಂದಿನ ದಿನಗಳಲ್ಲಿ ಸರ್ಕಾರದ ವಿರುದ್ಧ ಹೋರಾಟ ತೀವ್ರಗೊಳಿಸಲಾಗುವುದು ಎಂದು ಎಚ್ಚರಿಸಿದರು. ಪಕ್ಷದ ಮುಖಂಡರು ಉಪಸ್ಥಿತರಿದ್ದರು. [1344, 1855, 1453, 1929]
boxed-story-frame [955, 223, 1340, 322]
paragraph: ಜಿಲ್ಲೆಯಲ್ಲಿ 6 ತಿಂಗಳಲ್ಲಿ ಯುವಕ ಯುವತಿಯರಿಗೆ ಉದ್ಯೋಗ ದೊರೆಯುವಂತೆ ಕೌಶಲ್ಯ ತರಬೇತಿ ನೀಡಲಾಗುವುದು. ವಿದ್ಯಾರ್ಥಿಗಳಿಗೆ ಉನ್ನತ ಶಿಕ್ಷಣಕ್ಕೆ ನೆರವು ನೀಡಲಾಗುವುದು ಎಂದು ಹೇಳಿದರು. [335, 1030, 444, 1120]
column-divider [1215, 334, 1216, 510]
krishi-column-6 [844, 1140, 953, 1254]
transport-column-2 [213, 1518, 321, 1684]
lower-right [1089, 1287, 1475, 1989]
column-divider [334, 223, 335, 734]
column-divider [453, 785, 454, 1127]
jayaram-column-6 [962, 1623, 1068, 1737]
lead-center [345, 223, 934, 734]
jayaram-column-1 [341, 1623, 447, 1737]
paragraph: ಆಡಳಿತಾರೂಢ ಪಕ್ಷದ ವಿರುದ್ಧ ಸಮರ ಸಾರಿದ ಜೆಡಿಎಸ್ ನಾಯಕರು, ಜಿಲ್ಲೆಯಲ್ಲಿ ಕಾಂಗ್ರೆಸ್ ಕಾರ್ಯಕರ್ತರನ್ನು ಕಡೆಗಣಿಸಲಾಗಿದೆ ಎಂದು ವಾಗ್ದಾಳಿ ನಡೆಸಿದರು. ಸರ್ಕಾರಿ ಯೋಜನೆಗಳು ಜನಸಾಮಾನ್ಯರಿಗೆ ತಲುಪುತ್ತಿಲ್ಲ ಎಂದು ಆರೋಪಿಸಿದರು. [475, 513, 584, 633]
boxed-story-columns [955, 334, 1340, 510]
paragraph: ಪೊಲೀಸ್ ಅಧಿಕಾರಿಗಳ ನೇತೃತ್ವದಲ್ಲಿ ನಡೆದ ಈ ಕಾರ್ಯಾಚರಣೆಯಲ್ಲಿ ಹಲವು ಸಿಬ್ಬಂದಿ ಪಾಲ್ಗೊಂಡಿದ್ದರು. ಮುಂದಿನ ದಿನಗಳಲ್ಲಿ ಇಂತಹ ಕಾರ್ಯಾಚರಣೆಗಳು ಮುಂದುವರಿಯಲಿವೆ ಎಂದು ತಿಳಿಸಿದ್ದಾರೆ. [209, 953, 314, 1057]
krishi-column-5 [717, 1140, 826, 1254]
assembly-title: ವಿಧಾನಸಭೆಯಲ್ಲಿ ನಾಳೆ ಪ್ರಸ್ತಾಪ [137, 1692, 271, 1708]
jayaram-column-2 [465, 1623, 572, 1737]
issue-date: ಬುಧವಾರ 28 ಜನವರಿ 2026 [1332, 74, 1481, 91]
paragraph: ಕೆ.ಆರ್.ಪೇಟೆ, ಜ.27- ಮಂಡ್ಯ ಜಿಲ್ಲೆಯಲ್ಲಿ ಜೆಡಿಎಸ್ ಪಕ್ಷ ಒಂದೊಂದಾಗಿ ಕಾರ್ಯಕರ್ತರ ಸಭ್ಯತೆಯನ್ನು ಕಟ್ಟುತ್ತಲಿದೆ. ಈ ಬಾರಿ ನಡೆಯುತ್ತಿರುವ ಸಮಾವೇಶದಲ್ಲಿ ಹೆಚ್ಚು ಸಂಖ್ಯೆಯಲ್ಲಿ ಕಾರ್ಯಕರ್ತರು ಭಾಗವಹಿಸಿ ಪಕ್ಷದ ಶಕ್ತಿ ಪ್ರದರ್ಶನ ಮಾಡಿದರು. ಮುಂಬರುವ 2028ರ ವಿಧಾನಸಭಾ ಚುನಾವಣೆಯಲ್ಲಿ ನಾಗಮಂಗಲದಲ್ಲಿ ಪುನಃ ಜೆಡಿಎಸ್ ಅಭ್ಯರ್ಥಿಯಾಗಿ ಸ್ಪರ್ಧಿಸುವ ಬಗ್ಗೆ ಕ್ಷೇತ್ರದ ಜನತೆಯ ಒಲವು ಇದೆ ಎಂದು ಯುವ ಘಟಕದ ರಾಜ್ಯಾಧ್ಯಕ್ಷ ನಿಖಿಲ್ ಕುಮಾರಸ್ವಾಮಿ ತಿಳಿಸಿದರು. [735, 513, 844, 726]
lead-column-3 [345, 511, 454, 733]
krishi-photo-caption: ಸಚಿವ ಎನ್.ಚಲುವರಾಯಸ್ವಾಮಿ ಅವರು ಧ್ವಜಾರೋಹಣ ನೆರವೇರಿಸಿದರು. [546, 956, 743, 966]
photo-figures [1220, 1358, 1321, 1425]
lower-block [87, 1287, 1481, 1989]
column-divider [1079, 334, 1080, 510]
teachers-portrait [1217, 1321, 1326, 1430]
paragraph: ಕಾರ್ಯಕ್ರಮದಲ್ಲಿ ಹಿರಿಯ ಅಧಿಕಾರಿಗಳು, ಜನಪ್ರತಿನಿಧಿಗಳು ಹಾಜರಿದ್ದರು. ಗ್ರಾಮೀಣಾಭಿವೃದ್ಧಿ ಇಲಾಖೆಯ ಯೋಜನೆಗಳ ಕುರಿತು ಚರ್ಚೆ ನಡೆಯಿತು. [838, 1777, 945, 1851]
paragraph: ಶಾಲೆಗಳಲ್ಲಿ ಮೂಲಸೌಕರ್ಯ ಕಲ್ಪಿಸಲು 5,000 ಕೊಠಡಿಗಳ ನಿರ್ಮಾಣಕ್ಕೆ ಅನುದಾನ ಮೀಸಲಿಡಲಾಗಿದೆ. 160 ಕೋಟಿ ರೂ. ವೆಚ್ಚದಲ್ಲಿ ಕಾಮಗಾರಿ ನಡೆಯಲಿದೆ. [1344, 1324, 1453, 1413]
right-rule-2 [1089, 1712, 1475, 1713]
krishi-column-3 [463, 1140, 572, 1254]
krishi-column-4 [590, 1140, 699, 1254]
paragraph: ಪ್ರಗತಿಪರ ರೈತರಿಗೆ, ಸಾಧಕರಿಗೆ ಹಾಗೂ ಕ್ರೀಡಾಪಟುಗಳಿಗೆ ಇದೇ ಸಂದರ್ಭದಲ್ಲಿ ಪ್ರಶಸ್ತಿ ಪ್ರದಾನ ಮಾಡಲಾಯಿತು. ಸಾಂಸ್ಕೃತಿಕ ಕಾರ್ಯಕ್ರಮಗಳು ಗಮನ ಸೆಳೆದವು. [844, 1141, 953, 1215]
kicker-rule-left [87, 131, 609, 133]
drama-columns [1089, 1552, 1475, 1705]
boxed-column-2 [1090, 334, 1204, 510]
panchayat-column-1 [341, 1775, 447, 1873]
bullet-icon: ● [964, 252, 983, 271]
congress-column-3 [1344, 1786, 1453, 1990]
assembly-text [241, 1713, 317, 1858]
paragraph: ಬೆಂಗಳೂರು, ಜ.27- ರಾಜ್ಯ ರಾಜಕಾರಣದಲ್ಲಿ ಮತ್ತೆ ಸಂಚಲನ ಮೂಡಿದೆ. ಕಾಂಗ್ರೆಸ್ ಸರ್ಕಾರದ ವಿರುದ್ಧ ಪ್ರತಿಪಕ್ಷಗಳು ಹೋರಾಟ ನಡೆಸುತ್ತಿವೆ. ಎರಡೂ ಕಡೆಯವರು ಶಕ್ತಿ ಪ್ರದರ್ಶನಕ್ಕೆ ಮುಂದಾಗಿದ್ದಾರೆ. [341, 1625, 447, 1714]
column-divider [704, 1623, 705, 1737]
krishi-quote [844, 785, 1063, 866]
column-divider [704, 1775, 705, 1873]
page-number: 6 [115, 67, 131, 97]
teachers-column-3 [1344, 1321, 1453, 1518]
registration-marks [87, 2326, 1481, 2336]
paragraph: ಕೋಡಿಯವರ ರಾಜಕೀಯದ ಬಗ್ಗೆ ಮಾತನಾಡಿದ ಅವರು, ಬ್ರಹತ್ ಬಯಲಿಗೆ ದೈತ್ಯ ಶಕ್ತಿ ಎನ್ನುವ ಮಾತು ಸರಿಯಲ್ಲ. ಹಳ್ಳಿಯ ಬಡವರ ಪರವಾಗಿ ನಿಂತ ಪಕ್ಷ ನಮ್ಮದು ಎಂದರು. ಸಂಘಟನೆ ಬಲಪಡಿಸಲು ಪ್ರತಿ ಬೂತ್ ಮಟ್ಟದಲ್ಲೂ ಸಮಿತಿ ರಚಿಸಿ ಕಾರ್ಯಕರ್ತರಿಗೆ ಜವಾಬ್ದಾರಿ ನೀಡಬೇಕು ಎಂದು ಸಲಹೆ ನೀಡಿದರು. [345, 513, 454, 649]
krishi-extra-columns [1084, 750, 1302, 1046]
paragraph: ಮುಖ್ಯರಸ್ತೆಯ ವಿಸ್ತೀರ್ಣ 9.75 ಮೀಟರ್ ಇದ್ದು, ಪಾದಚಾರಿ ಮಾರ್ಗ ನಿರ್ಮಾಣ ಮಾಡಲಾಗಿದೆ. 490 ಮೀಟರ್ ಉದ್ದದ ಈ ರಸ್ತೆ ಸಂಚಾರಕ್ಕೆ ಮುಕ್ತವಾಗಲಿದೆ. [87, 1604, 195, 1677]
krishi-photo [463, 785, 826, 953]
reg-dot-magenta [753, 2326, 763, 2336]
congress-portrait [1217, 1786, 1326, 1902]
reg-dot-black [1471, 2326, 1481, 2336]
lower-center [341, 1287, 1068, 1989]
section-title: ಮಂಡ್ಯ ಜಿಲ್ಲಾ ಹಾಗೂ ಇತರೆ ಸುದ್ದಿಗಳು [153, 68, 457, 97]
reg-dot-cyan [1436, 2326, 1446, 2336]
column-divider [464, 511, 465, 733]
paragraph: ಜಿಲ್ಲೆಯಲ್ಲಿ ಮಹಿಳಾ ಸ್ವಸಹಾಯ ಸಂಘಗಳಿಗೆ 28.25 ಕೋಟಿ ರೂ. ಸಾಲ ಸೌಲಭ್ಯ ನೀಡಲಾಗಿದೆ. ನರೇಗಾ ಯೋಜನೆಯಡಿ 560 ಕೋಟಿ ರೂ. ವೆಚ್ಚದಲ್ಲಿ ಕಾಮಗಾರಿ ನಡೆಸಲಾಗಿದೆ ಎಂದು ವಿವರಿಸಿದರು. [717, 1141, 826, 1230]
